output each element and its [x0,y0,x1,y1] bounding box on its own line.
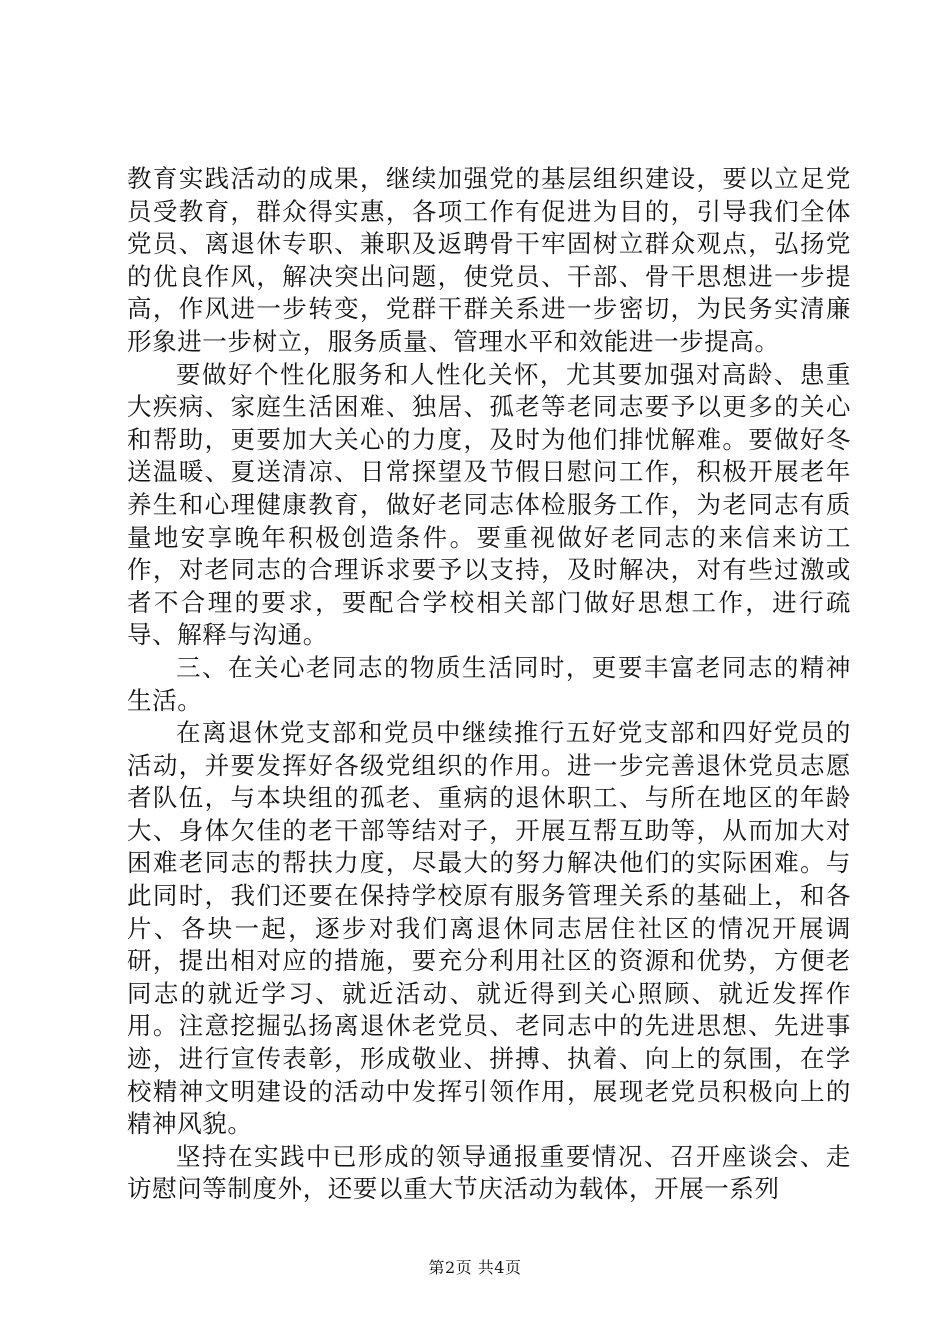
paragraph-care-services: 要做好个性化服务和人性化关怀，尤其要加强对高龄、患重大疾病、家庭生活困难、独居、孤老等老同志要予以更多的关心和帮助，更要加大关心的力度，及时为他们排忧解难。要做好冬送温暖、夏送清凉、日常探望及节假日慰问工作，积极开展老年养生和心理健康教育，做好老同志体检服务工作，为老同志有质量地安享晚年积极创造条件。要重视做好老同志的来信来访工作，对老同志的合理诉求要予以支持，及时解决，对有些过激或者不合理的要求，要配合学校相关部门做好思想工作，进行疏导、解释与沟通。 [127,359,851,650]
section-heading-three: 三、在关心老同志的物质生活同时，更要丰富老同志的精神生活。 [127,652,851,715]
paragraph-party-activities: 在离退休党支部和党员中继续推行五好党支部和四好党员的活动，并要发挥好各级党组织的作用。进一步完善退休党员志愿者队伍，与本块组的孤老、重病的退休职工、与所在地区的年龄大、身体欠佳的老干部等结对子，开展互帮互助等，从而加大对困难老同志的帮扶力度，尽最大的努力解决他们的实际困难。与此同时，我们还要在保持学校原有服务管理关系的基础上，和各片、各块一起，逐步对我们离退休同志居住社区的情况开展调研，提出相对应的措施，要充分利用社区的资源和优势，方便老同志的就近学习、就近活动、就近得到关心照顾、就近发挥作用。注意挖掘弘扬离退休老党员、老同志中的先进思想、先进事迹，进行宣传表彰，形成敬业、拼搏、执着、向上的氛围，在学校精神文明建设的活动中发挥引领作用，展现老党员积极向上的精神风貌。 [127,718,851,1139]
page-number-footer: 第2页 共4页 [428,1258,522,1277]
paragraph-system-continuation: 坚持在实践中已形成的领导通报重要情况、召开座谈会、走访慰问等制度外，还要以重大节庆活动为载体，开展一系列 [127,1141,851,1204]
paragraph-continuation: 教育实践活动的成果，继续加强党的基层组织建设，要以立足党员受教育，群众得实惠，各项工作有促进为目的，引导我们全体党员、离退休专职、兼职及返聘骨干牢固树立群众观点，弘扬党的优良作风，解决突出问题，使党员、干部、骨干思想进一步提高，作风进一步转变，党群干群关系进一步密切，为民务实清廉形象进一步树立，服务质量、管理水平和效能进一步提高。 [127,164,851,356]
document-body [127,163,851,1206]
